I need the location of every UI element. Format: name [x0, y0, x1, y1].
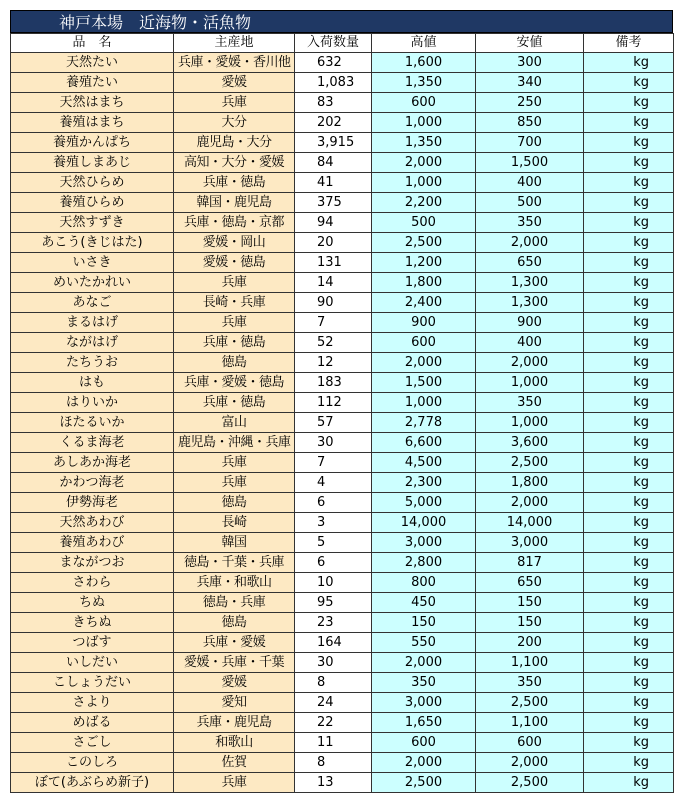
cell-qty: 22: [295, 713, 372, 733]
cell-unit: kg: [584, 553, 674, 573]
cell-qty: 30: [295, 653, 372, 673]
table-row: [11, 693, 674, 713]
table-row: [11, 313, 674, 333]
cell-name: こしょうだい: [11, 673, 174, 693]
cell-qty: 202: [295, 113, 372, 133]
header-low: 安値: [476, 34, 584, 53]
table-row: [11, 733, 674, 753]
table-row: [11, 353, 674, 373]
cell-unit: kg: [584, 533, 674, 553]
cell-name: 天然ひらめ: [11, 173, 174, 193]
cell-name: ちぬ: [11, 593, 174, 613]
cell-high: 600: [372, 733, 476, 753]
cell-low: 3,600: [476, 433, 584, 453]
cell-unit: kg: [584, 353, 674, 373]
cell-unit: kg: [584, 313, 674, 333]
cell-low: 1,300: [476, 293, 584, 313]
cell-high: 1,350: [372, 133, 476, 153]
cell-qty: 7: [295, 313, 372, 333]
cell-unit: kg: [584, 73, 674, 93]
cell-high: 2,000: [372, 153, 476, 173]
cell-origin: 高知・大分・愛媛: [174, 153, 295, 173]
cell-origin: 佐賀: [174, 753, 295, 773]
cell-qty: 8: [295, 673, 372, 693]
cell-qty: 11: [295, 733, 372, 753]
cell-high: 1,500: [372, 373, 476, 393]
cell-qty: 8: [295, 753, 372, 773]
table-row: [11, 573, 674, 593]
header-note: 備考: [584, 34, 674, 53]
cell-high: 2,000: [372, 353, 476, 373]
cell-origin: 鹿児島・沖縄・兵庫: [174, 433, 295, 453]
header-row: [11, 34, 674, 53]
cell-low: 1,000: [476, 373, 584, 393]
cell-high: 3,000: [372, 693, 476, 713]
cell-high: 2,300: [372, 473, 476, 493]
cell-origin: 兵庫: [174, 273, 295, 293]
cell-low: 150: [476, 593, 584, 613]
cell-name: 伊勢海老: [11, 493, 174, 513]
cell-origin: 長崎: [174, 513, 295, 533]
cell-low: 650: [476, 253, 584, 273]
cell-origin: 兵庫・徳島・京都: [174, 213, 295, 233]
cell-low: 340: [476, 73, 584, 93]
cell-qty: 84: [295, 153, 372, 173]
header-qty: 入荷数量: [295, 34, 372, 53]
cell-origin: 兵庫: [174, 473, 295, 493]
table-row: [11, 753, 674, 773]
cell-name: あしあか海老: [11, 453, 174, 473]
cell-qty: 6: [295, 493, 372, 513]
table-row: [11, 593, 674, 613]
cell-qty: 90: [295, 293, 372, 313]
cell-low: 2,000: [476, 493, 584, 513]
table-row: [11, 473, 674, 493]
cell-origin: 兵庫・和歌山: [174, 573, 295, 593]
cell-high: 2,400: [372, 293, 476, 313]
cell-unit: kg: [584, 373, 674, 393]
cell-low: 2,000: [476, 233, 584, 253]
cell-high: 500: [372, 213, 476, 233]
price-sheet: [10, 10, 673, 793]
cell-name: めいたかれい: [11, 273, 174, 293]
cell-name: ほたるいか: [11, 413, 174, 433]
cell-unit: kg: [584, 153, 674, 173]
table-row: [11, 553, 674, 573]
cell-qty: 14: [295, 273, 372, 293]
cell-low: 650: [476, 573, 584, 593]
cell-low: 14,000: [476, 513, 584, 533]
cell-unit: kg: [584, 713, 674, 733]
table-row: [11, 133, 674, 153]
cell-origin: 愛媛: [174, 73, 295, 93]
table-row: [11, 673, 674, 693]
cell-high: 350: [372, 673, 476, 693]
cell-unit: kg: [584, 473, 674, 493]
cell-qty: 10: [295, 573, 372, 593]
cell-name: 養殖あわび: [11, 533, 174, 553]
cell-low: 2,500: [476, 693, 584, 713]
cell-high: 14,000: [372, 513, 476, 533]
cell-unit: kg: [584, 733, 674, 753]
cell-low: 350: [476, 213, 584, 233]
cell-qty: 3: [295, 513, 372, 533]
table-row: [11, 173, 674, 193]
table-row: [11, 773, 674, 793]
cell-name: 天然あわび: [11, 513, 174, 533]
cell-unit: kg: [584, 133, 674, 153]
table-row: [11, 613, 674, 633]
cell-high: 1,000: [372, 173, 476, 193]
cell-qty: 164: [295, 633, 372, 653]
cell-unit: kg: [584, 633, 674, 653]
cell-unit: kg: [584, 273, 674, 293]
table-row: [11, 493, 674, 513]
cell-high: 800: [372, 573, 476, 593]
cell-qty: 24: [295, 693, 372, 713]
cell-name: まながつお: [11, 553, 174, 573]
cell-unit: kg: [584, 433, 674, 453]
cell-qty: 1,083: [295, 73, 372, 93]
cell-low: 1,100: [476, 713, 584, 733]
cell-unit: kg: [584, 333, 674, 353]
cell-low: 850: [476, 113, 584, 133]
cell-high: 2,800: [372, 553, 476, 573]
cell-unit: kg: [584, 193, 674, 213]
cell-unit: kg: [584, 53, 674, 73]
table-row: [11, 73, 674, 93]
table-row: [11, 713, 674, 733]
cell-name: さごし: [11, 733, 174, 753]
cell-unit: kg: [584, 573, 674, 593]
cell-qty: 632: [295, 53, 372, 73]
cell-name: ながはげ: [11, 333, 174, 353]
cell-qty: 57: [295, 413, 372, 433]
cell-qty: 12: [295, 353, 372, 373]
cell-name: ぼて(あぶらめ新子): [11, 773, 174, 793]
cell-low: 200: [476, 633, 584, 653]
cell-qty: 20: [295, 233, 372, 253]
cell-origin: 兵庫: [174, 453, 295, 473]
cell-qty: 3,915: [295, 133, 372, 153]
table-row: [11, 513, 674, 533]
cell-unit: kg: [584, 513, 674, 533]
cell-origin: 鹿児島・大分: [174, 133, 295, 153]
cell-origin: 徳島・千葉・兵庫: [174, 553, 295, 573]
cell-high: 1,200: [372, 253, 476, 273]
cell-origin: 兵庫: [174, 773, 295, 793]
cell-low: 900: [476, 313, 584, 333]
cell-name: 養殖かんぱち: [11, 133, 174, 153]
header-origin: 主産地: [174, 34, 295, 53]
cell-high: 2,500: [372, 233, 476, 253]
cell-unit: kg: [584, 253, 674, 273]
cell-low: 2,500: [476, 773, 584, 793]
cell-high: 3,000: [372, 533, 476, 553]
cell-origin: 兵庫: [174, 313, 295, 333]
cell-unit: kg: [584, 693, 674, 713]
table-row: [11, 533, 674, 553]
cell-unit: kg: [584, 173, 674, 193]
cell-unit: kg: [584, 413, 674, 433]
cell-high: 4,500: [372, 453, 476, 473]
cell-high: 1,350: [372, 73, 476, 93]
cell-low: 350: [476, 673, 584, 693]
cell-origin: 愛媛・兵庫・千葉: [174, 653, 295, 673]
cell-low: 1,500: [476, 153, 584, 173]
cell-origin: 大分: [174, 113, 295, 133]
cell-name: 養殖はまち: [11, 113, 174, 133]
cell-high: 2,000: [372, 653, 476, 673]
cell-low: 400: [476, 333, 584, 353]
cell-low: 1,800: [476, 473, 584, 493]
cell-name: まるはげ: [11, 313, 174, 333]
cell-high: 1,650: [372, 713, 476, 733]
cell-origin: 徳島: [174, 353, 295, 373]
cell-name: さより: [11, 693, 174, 713]
table-row: [11, 633, 674, 653]
cell-name: たちうお: [11, 353, 174, 373]
cell-name: くるま海老: [11, 433, 174, 453]
cell-name: かわつ海老: [11, 473, 174, 493]
cell-high: 2,778: [372, 413, 476, 433]
cell-unit: kg: [584, 653, 674, 673]
cell-qty: 23: [295, 613, 372, 633]
cell-name: あなご: [11, 293, 174, 313]
table-row: [11, 53, 674, 73]
cell-qty: 112: [295, 393, 372, 413]
cell-qty: 4: [295, 473, 372, 493]
table-row: [11, 153, 674, 173]
cell-qty: 83: [295, 93, 372, 113]
cell-name: 天然すずき: [11, 213, 174, 233]
table-row: [11, 273, 674, 293]
cell-qty: 95: [295, 593, 372, 613]
cell-low: 1,300: [476, 273, 584, 293]
cell-unit: kg: [584, 673, 674, 693]
cell-high: 2,200: [372, 193, 476, 213]
cell-low: 3,000: [476, 533, 584, 553]
header-high: 高値: [372, 34, 476, 53]
cell-unit: kg: [584, 753, 674, 773]
cell-low: 1,000: [476, 413, 584, 433]
cell-unit: kg: [584, 773, 674, 793]
cell-unit: kg: [584, 293, 674, 313]
cell-qty: 52: [295, 333, 372, 353]
cell-origin: 韓国・鹿児島: [174, 193, 295, 213]
cell-origin: 兵庫: [174, 93, 295, 113]
table-row: [11, 93, 674, 113]
cell-origin: 徳島: [174, 493, 295, 513]
cell-origin: 徳島・兵庫: [174, 593, 295, 613]
cell-origin: 愛知: [174, 693, 295, 713]
cell-qty: 7: [295, 453, 372, 473]
cell-origin: 兵庫・徳島: [174, 173, 295, 193]
cell-high: 900: [372, 313, 476, 333]
cell-name: いさき: [11, 253, 174, 273]
sheet-title: 神戸本場 近海物・活魚物: [10, 10, 673, 33]
cell-qty: 375: [295, 193, 372, 213]
cell-origin: 愛媛・徳島: [174, 253, 295, 273]
cell-name: 天然はまち: [11, 93, 174, 113]
cell-high: 2,500: [372, 773, 476, 793]
cell-unit: kg: [584, 113, 674, 133]
cell-origin: 愛媛・岡山: [174, 233, 295, 253]
cell-name: このしろ: [11, 753, 174, 773]
cell-qty: 131: [295, 253, 372, 273]
cell-qty: 94: [295, 213, 372, 233]
cell-qty: 13: [295, 773, 372, 793]
cell-unit: kg: [584, 213, 674, 233]
cell-origin: 兵庫・愛媛: [174, 633, 295, 653]
cell-unit: kg: [584, 233, 674, 253]
price-table: [10, 33, 674, 793]
cell-unit: kg: [584, 393, 674, 413]
cell-low: 400: [476, 173, 584, 193]
cell-origin: 兵庫・鹿児島: [174, 713, 295, 733]
cell-name: あこう(きじはた): [11, 233, 174, 253]
cell-high: 600: [372, 333, 476, 353]
cell-high: 2,000: [372, 753, 476, 773]
cell-unit: kg: [584, 453, 674, 473]
table-row: [11, 453, 674, 473]
cell-unit: kg: [584, 613, 674, 633]
cell-low: 1,100: [476, 653, 584, 673]
cell-low: 300: [476, 53, 584, 73]
cell-low: 700: [476, 133, 584, 153]
cell-unit: kg: [584, 593, 674, 613]
cell-low: 500: [476, 193, 584, 213]
cell-origin: 兵庫・徳島: [174, 333, 295, 353]
cell-low: 150: [476, 613, 584, 633]
cell-high: 450: [372, 593, 476, 613]
cell-low: 350: [476, 393, 584, 413]
cell-qty: 5: [295, 533, 372, 553]
cell-qty: 183: [295, 373, 372, 393]
cell-name: 天然たい: [11, 53, 174, 73]
cell-origin: 富山: [174, 413, 295, 433]
header-name: 品 名: [11, 34, 174, 53]
cell-origin: 和歌山: [174, 733, 295, 753]
cell-high: 5,000: [372, 493, 476, 513]
cell-high: 550: [372, 633, 476, 653]
cell-name: はも: [11, 373, 174, 393]
cell-high: 1,000: [372, 113, 476, 133]
table-row: [11, 293, 674, 313]
cell-low: 600: [476, 733, 584, 753]
cell-name: 養殖しまあじ: [11, 153, 174, 173]
cell-name: 養殖たい: [11, 73, 174, 93]
cell-low: 2,500: [476, 453, 584, 473]
table-row: [11, 213, 674, 233]
cell-name: はりいか: [11, 393, 174, 413]
cell-high: 150: [372, 613, 476, 633]
table-row: [11, 433, 674, 453]
cell-origin: 長崎・兵庫: [174, 293, 295, 313]
cell-name: つばす: [11, 633, 174, 653]
cell-name: きちぬ: [11, 613, 174, 633]
table-row: [11, 233, 674, 253]
cell-high: 1,000: [372, 393, 476, 413]
table-row: [11, 373, 674, 393]
cell-origin: 兵庫・徳島: [174, 393, 295, 413]
cell-origin: 徳島: [174, 613, 295, 633]
cell-origin: 兵庫・愛媛・香川他: [174, 53, 295, 73]
cell-low: 2,000: [476, 353, 584, 373]
table-row: [11, 413, 674, 433]
cell-qty: 30: [295, 433, 372, 453]
cell-name: いしだい: [11, 653, 174, 673]
cell-origin: 韓国: [174, 533, 295, 553]
cell-low: 2,000: [476, 753, 584, 773]
cell-unit: kg: [584, 93, 674, 113]
cell-name: さわら: [11, 573, 174, 593]
table-row: [11, 393, 674, 413]
cell-unit: kg: [584, 493, 674, 513]
cell-qty: 41: [295, 173, 372, 193]
cell-low: 817: [476, 553, 584, 573]
table-row: [11, 193, 674, 213]
cell-low: 250: [476, 93, 584, 113]
cell-name: 養殖ひらめ: [11, 193, 174, 213]
cell-origin: 兵庫・愛媛・徳島: [174, 373, 295, 393]
cell-high: 1,800: [372, 273, 476, 293]
table-row: [11, 113, 674, 133]
cell-name: めばる: [11, 713, 174, 733]
table-row: [11, 253, 674, 273]
table-row: [11, 653, 674, 673]
cell-qty: 6: [295, 553, 372, 573]
cell-high: 1,600: [372, 53, 476, 73]
cell-high: 600: [372, 93, 476, 113]
table-row: [11, 333, 674, 353]
cell-origin: 愛媛: [174, 673, 295, 693]
cell-high: 6,600: [372, 433, 476, 453]
